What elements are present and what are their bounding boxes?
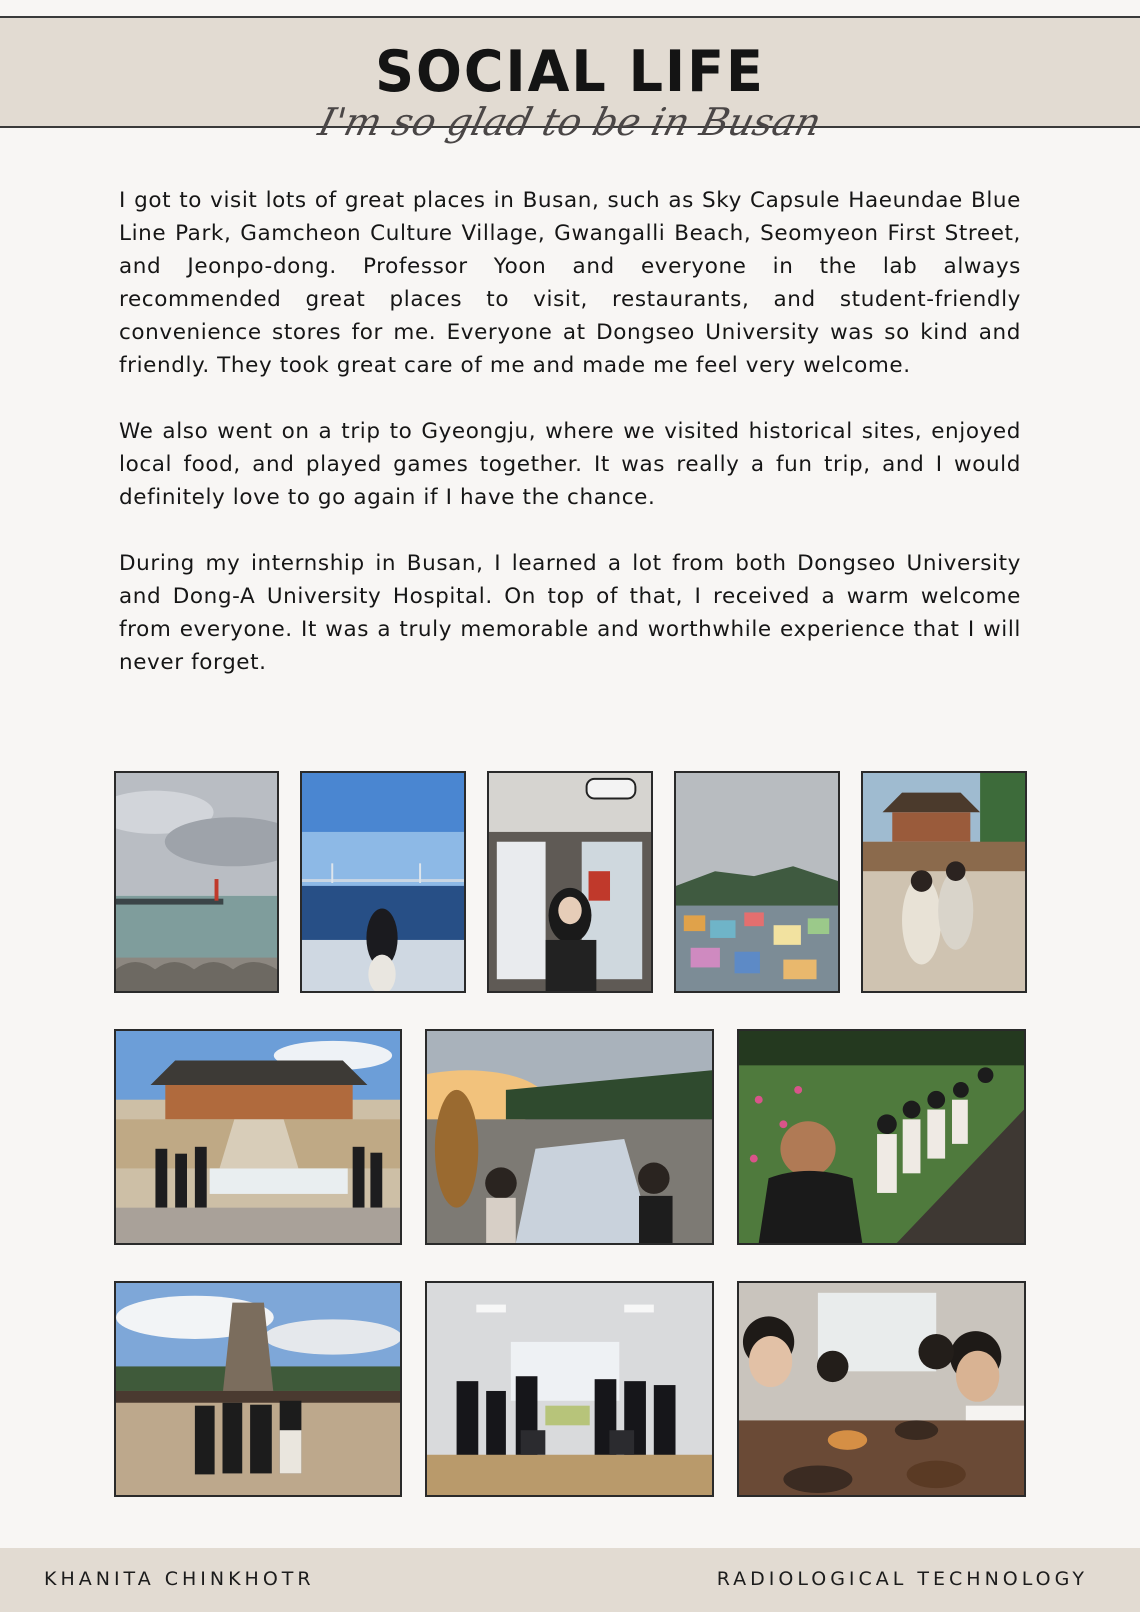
body-text bbox=[119, 184, 1021, 712]
photo-temple-friends bbox=[861, 771, 1027, 993]
photo-sky-capsule bbox=[487, 771, 653, 993]
photo-seaside-lighthouse bbox=[114, 771, 279, 993]
page-subtitle: I'm so glad to be in Busan bbox=[314, 100, 826, 144]
footer-author: KHANITA CHINKHOTR bbox=[44, 1568, 315, 1590]
photo-classroom-group bbox=[425, 1281, 714, 1497]
photo-cosmos-field-selfie bbox=[737, 1029, 1026, 1245]
page-title: SOCIAL LIFE bbox=[375, 38, 765, 105]
photo-bulguksa-group bbox=[114, 1029, 402, 1245]
footer-band bbox=[0, 1548, 1140, 1612]
paragraph: I got to visit lots of great places in Busan, such as Sky Capsule Haeundae Blue Line Park, Gamcheon Culture Village, Gwangalli Beach, Seomyeon First Street, and Jeonpo-dong. Professor Yoon and everyone in the lab always recommended great places to visit, restaurants, and student-friendly convenience stores for me. Everyone at Dongseo University was so kind and friendly. They took great care of me and made me feel very welcome. bbox=[119, 188, 1021, 378]
paragraph: We also went on a trip to Gyeongju, where we visited historical sites, enjoyed local food, and played games together. It was really a fun trip, and I would definitely love to go again if I have the chance. bbox=[119, 419, 1021, 510]
photo-outdoor-dinner bbox=[425, 1029, 714, 1245]
paragraph: During my internship in Busan, I learned a lot from both Dongseo University and Dong-A University Hospital. On top of that, I received a warm welcome from everyone. It was a truly memorable and worthwhile experience that I will never forget. bbox=[119, 551, 1021, 675]
photo-restaurant-selfie bbox=[737, 1281, 1026, 1497]
photo-gwangalli-beach bbox=[300, 771, 466, 993]
photo-cheomseongdae bbox=[114, 1281, 402, 1497]
footer-department: RADIOLOGICAL TECHNOLOGY bbox=[716, 1568, 1088, 1590]
photo-gamcheon-village bbox=[674, 771, 840, 993]
